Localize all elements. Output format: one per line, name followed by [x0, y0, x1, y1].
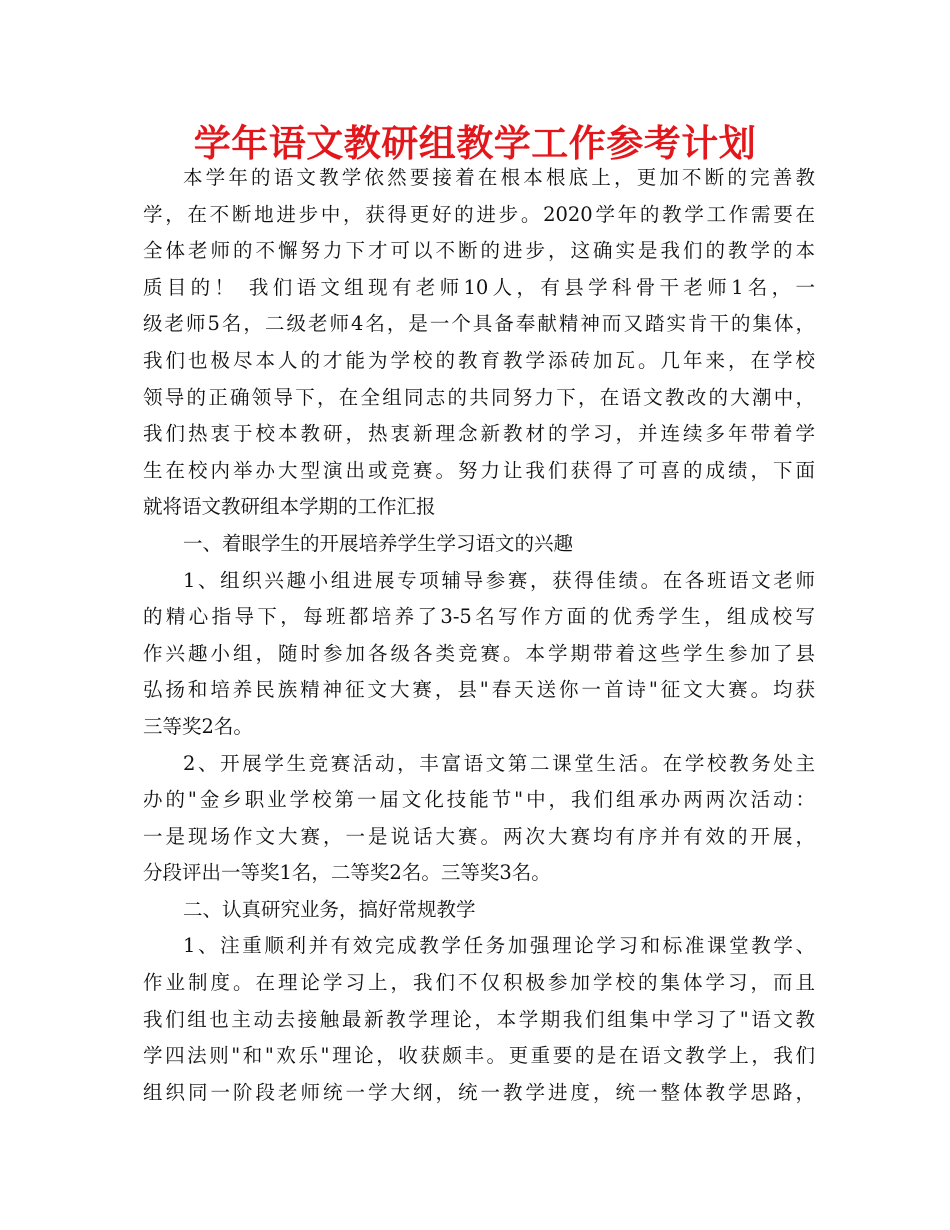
text-line: 一是现场作文大赛，一是说话大赛。两次大赛均有序并有效的开展，	[143, 824, 815, 848]
text-line: 作兴趣小组，随时参加各级各类竞赛。本学期带着这些学生参加了县	[143, 641, 815, 665]
text-line: 分段评出一等奖1名，二等奖2名。三等奖3名。	[143, 861, 551, 885]
text-line: 一、着眼学生的开展培养学生学习语文的兴趣	[183, 531, 574, 555]
text-line: 二、认真研究业务，搞好常规教学	[183, 897, 476, 921]
text-line: 生在校内举办大型演出或竞赛。努力让我们获得了可喜的成绩，下面	[143, 458, 815, 482]
text-line: 领导的正确领导下，在全组同志的共同努力下，在语文教改的大潮中，	[143, 385, 815, 409]
text-line: 学四法则"和"欢乐"理论，收获颇丰。更重要的是在语文教学上，我们	[143, 1044, 815, 1068]
text-line: 全体老师的不懈努力下才可以不断的进步，这确实是我们的教学的本	[143, 239, 815, 263]
text-line: 就将语文教研组本学期的工作汇报	[143, 495, 436, 519]
text-line: 我们热衷于校本教研，热衷新理念新教材的学习，并连续多年带着学	[143, 422, 815, 446]
text-line: 本学年的语文教学依然要接着在根本根底上，更加不断的完善教	[183, 166, 815, 189]
text-line: 作业制度。在理论学习上，我们不仅积极参加学校的集体学习，而且	[143, 971, 815, 995]
text-line: 1、注重顺利并有效完成教学任务加强理论学习和标准课堂教学、	[183, 934, 815, 958]
text-line: 的精心指导下，每班都培养了3-5名写作方面的优秀学生，组成校写	[143, 605, 815, 629]
document-title: 学年语文教研组教学工作参考计划	[193, 122, 757, 165]
text-line: 我们组也主动去接触最新教学理论，本学期我们组集中学习了"语文教	[143, 1007, 815, 1031]
text-line: 三等奖2名。	[143, 714, 253, 738]
text-line: 组织同一阶段老师统一学大纲，统一教学进度，统一整体教学思路，	[143, 1080, 815, 1104]
text-line: 1、组织兴趣小组进展专项辅导参赛，获得佳绩。在各班语文老师	[183, 568, 815, 592]
text-line: 2、开展学生竞赛活动，丰富语文第二课堂生活。在学校教务处主	[183, 751, 815, 775]
text-line: 学，在不断地进步中，获得更好的进步。2020学年的教学工作需要在	[143, 202, 815, 226]
text-line: 我们也极尽本人的才能为学校的教育教学添砖加瓦。几年来，在学校	[143, 348, 815, 372]
document-body	[143, 160, 815, 1111]
text-line: 弘扬和培养民族精神征文大赛，县"春天送你一首诗"征文大赛。均获	[143, 678, 815, 702]
text-line: 质目的！ 我们语文组现有老师10人，有县学科骨干老师1名，一	[143, 275, 815, 299]
text-line: 办的"金乡职业学校第一届文化技能节"中，我们组承办两两次活动：	[143, 788, 815, 812]
text-line: 级老师5名，二级老师4名，是一个具备奉献精神而又踏实肯干的集体，	[143, 312, 815, 336]
